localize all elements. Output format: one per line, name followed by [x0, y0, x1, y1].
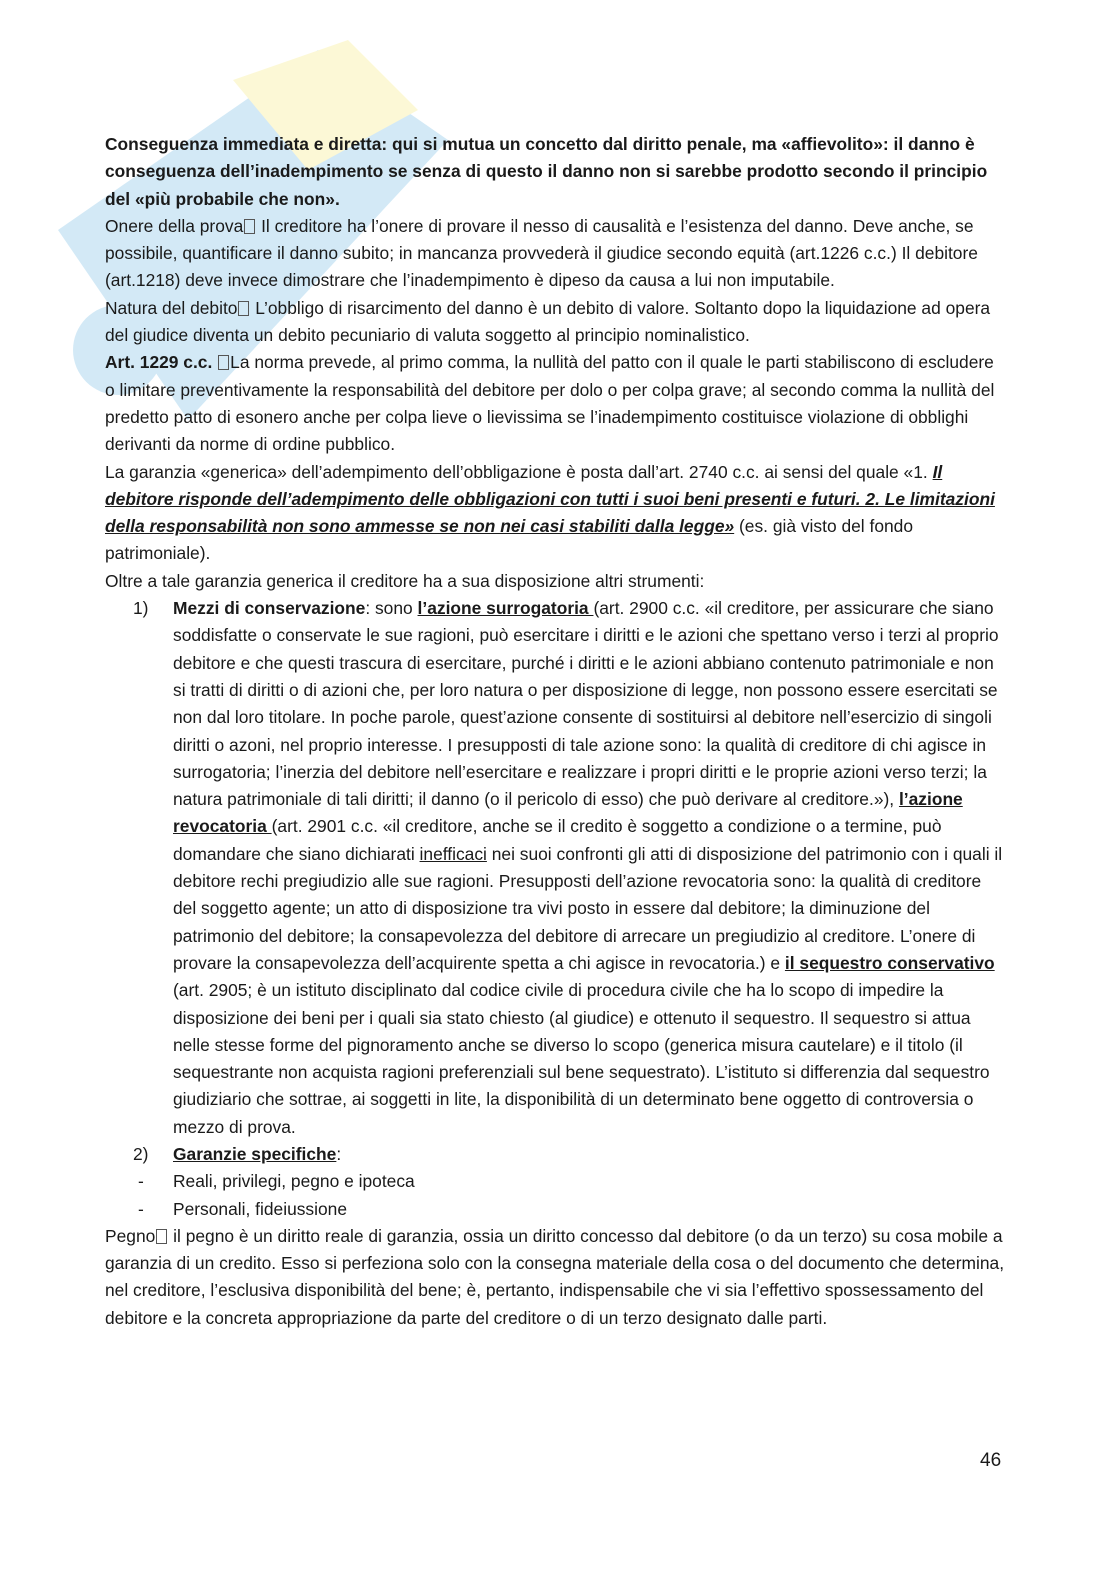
garanzia-intro: La garanzia «generica» dell’adempimento dell’obbligazione è posta dall’art. 2740 c.c. ai sensi del quale «1. [105, 461, 933, 482]
document-body [105, 131, 1005, 1332]
natura-debito-label: Natura del debito [105, 297, 238, 318]
pegno-label: Pegno [105, 1225, 156, 1246]
sequestro-conservativo-term: il sequestro conservativo [784, 952, 995, 973]
mezzi-conservazione-label: Mezzi di conservazione [173, 598, 366, 619]
azione-revocatoria-term: l’azione revocatoria [173, 789, 963, 837]
inefficaci-term: inefficaci [419, 843, 487, 864]
item-text: (art. 2901 c.c. «il creditore, anche se il credito è soggetto a condizione o a termine, può domandare che siano dichiarati [173, 816, 942, 864]
art-1229-text: La norma prevede, al primo comma, la nullità del patto con il quale le parti stabiliscono di escludere o limitare preventivamente la responsabilità del debitore per dolo o per colpa grave; al secondo comma la nullità del predetto patto di esonero anche per colpa lieve o lievissima se l’inadempimento costituisce violazione di obblighi derivanti da norme di ordine pubblico. [105, 352, 995, 455]
paragraph-garanzia-generica [105, 459, 1005, 568]
personali-text: Personali, fideiussione [173, 1198, 348, 1219]
list-item-mezzi-conservazione [105, 595, 1005, 1141]
item-text: : [336, 1143, 342, 1164]
list-number: 1) [133, 598, 149, 619]
azione-surrogatoria-term: l’azione surrogatoria [417, 598, 594, 619]
paragraph-natura-debito [105, 295, 1005, 350]
paragraph-altri-strumenti: Oltre a tale garanzia generica il creditore ha a sua disposizione altri strumenti: [105, 570, 705, 591]
art-1229-label: Art. 1229 c.c. [105, 352, 213, 373]
page-number: 46 [980, 1450, 1002, 1471]
paragraph-pegno [105, 1223, 1005, 1332]
item-text: : sono [365, 598, 418, 619]
list-number: 2) [133, 1143, 149, 1164]
arrow-symbol-icon [244, 219, 255, 234]
paragraph-onere-prova [105, 213, 1005, 295]
item-text: (art. 2900 c.c. «il creditore, per assicurare che siano soddisfatte o conservate le sue ragioni, può esercitare i diritti e le azioni che spettano verso i terzi al proprio debitore e che questi trascura di esercitare, purché i diritti e le azioni abbiano contenuto patrimoniale e non si tratti di diritti o di azioni che, per loro natura o per disposizione di legge, non possono essere esercitati se non dal loro titolare. In poche parole, quest’azione consente di sostituirsi al debitore nell’esercizio di singoli diritti o azoni, nel proprio interesse. I presupposti di tale azione sono: la qualità di creditore di chi agisce in surrogatoria; l’inerzia del debitore nell’esercitare e realizzare i propri diritti e le proprie azioni verso terzi; la natura patrimoniale di tali diritti; il danno (o il pericolo di esso) che può derivare al creditore.»), [173, 598, 999, 810]
paragraph-conseguenza: Conseguenza immediata e diretta: qui si mutua un concetto dal diritto penale, ma «affievolito»: il danno è conseguenza dell’inadempimento se senza di questo il danno non si sarebbe prodotto secondo il principio del «più probabile che non». [105, 134, 988, 209]
list-item-personali [105, 1196, 1005, 1223]
list-item-reali [105, 1168, 1005, 1195]
paragraph-art-1229 [105, 349, 1005, 458]
dash-marker: - [138, 1198, 144, 1219]
list-item-garanzie-specifiche [105, 1141, 1005, 1168]
arrow-symbol-icon [156, 1229, 167, 1244]
item-text: nei suoi confronti gli atti di disposizione del patrimonio con i quali il debitore rechi pregiudizio alle sue ragioni. Presupposti dell’azione revocatoria sono: la qualità di creditore del soggetto agente; un atto di disposizione tra vivi posto in essere dal debitore; la diminuzione del patrimonio del debitore; la consapevolezza del debitore di arrecare un pregiudizio al creditore. L’onere di provare la consapevolezza dell’acquirente spetta a chi agisce in revocatoria.) e [173, 843, 1003, 973]
arrow-symbol-icon [238, 301, 249, 316]
art-2740-quote: Il debitore risponde dell’adempimento delle obbligazioni con tutti i suoi beni presenti e futuri. 2. Le limitazioni della responsabilità non sono ammesse se non nei casi stabiliti dalla legge» [105, 461, 995, 537]
arrow-symbol-icon [218, 355, 229, 370]
natura-debito-text: L’obbligo di risarcimento del danno è un debito di valore. Soltanto dopo la liquidazione ad opera del giudice diventa un debito pecuniario di valuta soggetto al principio nominalistico. [105, 297, 991, 346]
garanzie-specifiche-label: Garanzie specifiche [173, 1143, 337, 1164]
onere-prova-label: Onere della prova [105, 215, 244, 236]
garanzia-outro: (es. già visto del fondo patrimoniale). [105, 516, 914, 564]
dash-marker: - [138, 1171, 144, 1192]
reali-text: Reali, privilegi, pegno e ipoteca [173, 1171, 415, 1192]
pegno-text: il pegno è un diritto reale di garanzia, ossia un diritto concesso dal debitore (o da un terzo) su cosa mobile a garanzia di un credito. Esso si perfeziona solo con la consegna materiale della cosa o del documento che determina, nel creditore, l’esclusiva disponibilità del bene; è, pertanto, indispensabile che vi sia l’effettivo spossessamento del debitore e la concreta appropriazione da parte del creditore o di un terzo designato dalle parti. [105, 1225, 1005, 1328]
onere-prova-text: Il creditore ha l’onere di provare il nesso di causalità e l’esistenza del danno. Deve anche, se possibile, quantificare il danno subito; in mancanza provvederà il giudice secondo equità (art.1226 c.c.) Il debitore (art.1218) deve invece dimostrare che l’inadempimento è dipeso da causa a lui non imputabile. [105, 215, 978, 291]
item-text: (art. 2905; è un istituto disciplinato dal codice civile di procedura civile che ha lo scopo di impedire la disposizione dei beni per i quali sia stato chiesto (al giudice) e ottenuto il sequestro. Il sequestro si attua nelle stesse forme del pignoramento anche se diverso lo scopo (generica misura cautelare) e il titolo (il sequestrante non acquista ragioni preferenziali sul bene sequestrato). L’istituto si differenzia dal sequestro giudiziario che sottrae, ai soggetti in lite, la disponibilità di un determinato bene oggetto di controversia o mezzo di prova. [173, 980, 990, 1137]
